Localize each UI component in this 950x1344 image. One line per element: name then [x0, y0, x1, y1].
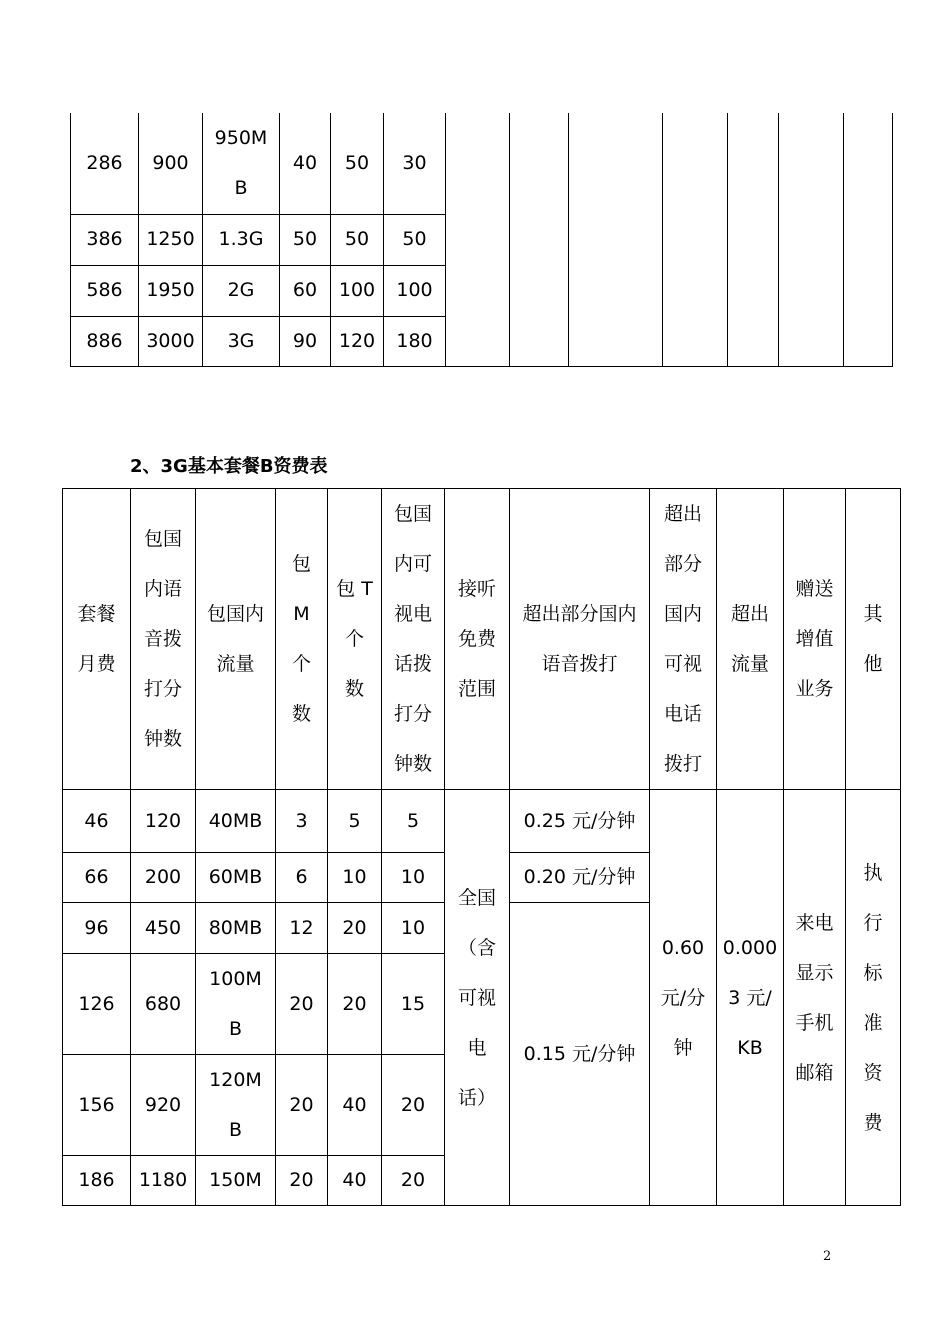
data-quota-cell: 150M — [196, 1156, 276, 1206]
fee-cell: 186 — [63, 1156, 131, 1206]
video-minutes-cell: 20 — [382, 1156, 445, 1206]
m-count-cell: 6 — [276, 853, 328, 903]
video-minutes-cell: 15 — [382, 954, 445, 1055]
over-video-cell: 0.60 元/分 钟 — [650, 790, 717, 1206]
header-voice-minutes: 包国 内语 音拨 打分 钟数 — [131, 489, 196, 790]
data-quota-cell: 3G — [203, 316, 280, 366]
over-voice-cell: 0.25 元/分钟 — [510, 790, 650, 853]
fee-cell: 886 — [71, 316, 139, 366]
video-minutes-cell: 180 — [384, 316, 446, 366]
m-count-cell: 50 — [280, 214, 331, 265]
m-count-cell: 20 — [276, 954, 328, 1055]
video-minutes-cell: 10 — [382, 853, 445, 903]
header-data-quota: 包国内 流量 — [196, 489, 276, 790]
plan-b-table — [62, 488, 901, 1206]
fee-cell: 126 — [63, 954, 131, 1055]
data-quota-cell: 80MB — [196, 903, 276, 954]
fee-cell: 286 — [71, 113, 139, 214]
voice-minutes-cell: 3000 — [139, 316, 203, 366]
header-t-count: 包 T 个 数 — [328, 489, 382, 790]
header-over-data: 超出 流量 — [717, 489, 784, 790]
fee-cell: 386 — [71, 214, 139, 265]
header-row — [63, 489, 901, 790]
table-row — [71, 113, 893, 214]
header-gift-service: 赠送 增值 业务 — [784, 489, 846, 790]
data-quota-cell: 120M B — [196, 1055, 276, 1156]
voice-minutes-cell: 1950 — [139, 265, 203, 316]
video-minutes-cell: 100 — [384, 265, 446, 316]
voice-minutes-cell: 920 — [131, 1055, 196, 1156]
data-quota-cell: 2G — [203, 265, 280, 316]
header-free-range: 接听 免费 范围 — [445, 489, 510, 790]
m-count-cell: 90 — [280, 316, 331, 366]
gift-service-cell: 来电 显示 手机 邮箱 — [784, 790, 846, 1206]
plan-a-table — [70, 113, 893, 367]
header-over-voice: 超出部分国内 语音拨打 — [510, 489, 650, 790]
t-count-cell: 20 — [328, 903, 382, 954]
m-count-cell: 20 — [276, 1156, 328, 1206]
data-quota-cell: 950M B — [203, 113, 280, 214]
free-range-cell: 全国 （含 可视 电 话） — [445, 790, 510, 1206]
video-minutes-cell: 50 — [384, 214, 446, 265]
voice-minutes-cell: 120 — [131, 790, 196, 853]
data-quota-cell: 60MB — [196, 853, 276, 903]
header-m-count: 包 M 个 数 — [276, 489, 328, 790]
table-row — [63, 790, 901, 853]
over-voice-cell: 0.20 元/分钟 — [510, 853, 650, 903]
t-count-cell: 50 — [331, 214, 384, 265]
video-minutes-cell: 10 — [382, 903, 445, 954]
header-fee: 套餐 月费 — [63, 489, 131, 790]
t-count-cell: 5 — [328, 790, 382, 853]
voice-minutes-cell: 900 — [139, 113, 203, 214]
empty-cell — [446, 113, 510, 366]
m-count-cell: 20 — [276, 1055, 328, 1156]
page-number: 2 — [823, 1249, 832, 1264]
data-quota-cell: 1.3G — [203, 214, 280, 265]
t-count-cell: 20 — [328, 954, 382, 1055]
header-other: 其 他 — [846, 489, 901, 790]
over-voice-cell: 0.15 元/分钟 — [510, 903, 650, 1206]
fee-cell: 156 — [63, 1055, 131, 1156]
data-quota-cell: 40MB — [196, 790, 276, 853]
voice-minutes-cell: 1250 — [139, 214, 203, 265]
header-video-minutes: 包国 内可 视电 话拨 打分 钟数 — [382, 489, 445, 790]
fee-cell: 46 — [63, 790, 131, 853]
fee-cell: 586 — [71, 265, 139, 316]
video-minutes-cell: 20 — [382, 1055, 445, 1156]
t-count-cell: 100 — [331, 265, 384, 316]
t-count-cell: 120 — [331, 316, 384, 366]
m-count-cell: 40 — [280, 113, 331, 214]
t-count-cell: 10 — [328, 853, 382, 903]
video-minutes-cell: 5 — [382, 790, 445, 853]
t-count-cell: 40 — [328, 1156, 382, 1206]
empty-cell — [663, 113, 728, 366]
empty-cell — [779, 113, 844, 366]
data-quota-cell: 100M B — [196, 954, 276, 1055]
video-minutes-cell: 30 — [384, 113, 446, 214]
m-count-cell: 3 — [276, 790, 328, 853]
voice-minutes-cell: 680 — [131, 954, 196, 1055]
section-title: 2、3G基本套餐B资费表 — [130, 456, 328, 477]
voice-minutes-cell: 200 — [131, 853, 196, 903]
t-count-cell: 40 — [328, 1055, 382, 1156]
header-over-video: 超出 部分 国内 可视 电话 拨打 — [650, 489, 717, 790]
voice-minutes-cell: 450 — [131, 903, 196, 954]
fee-cell: 66 — [63, 853, 131, 903]
fee-cell: 96 — [63, 903, 131, 954]
m-count-cell: 12 — [276, 903, 328, 954]
over-data-cell: 0.000 3 元/ KB — [717, 790, 784, 1206]
empty-cell — [728, 113, 779, 366]
m-count-cell: 60 — [280, 265, 331, 316]
t-count-cell: 50 — [331, 113, 384, 214]
other-cell: 执 行 标 准 资 费 — [846, 790, 901, 1206]
empty-cell — [844, 113, 893, 366]
voice-minutes-cell: 1180 — [131, 1156, 196, 1206]
empty-cell — [510, 113, 569, 366]
empty-cell — [569, 113, 663, 366]
